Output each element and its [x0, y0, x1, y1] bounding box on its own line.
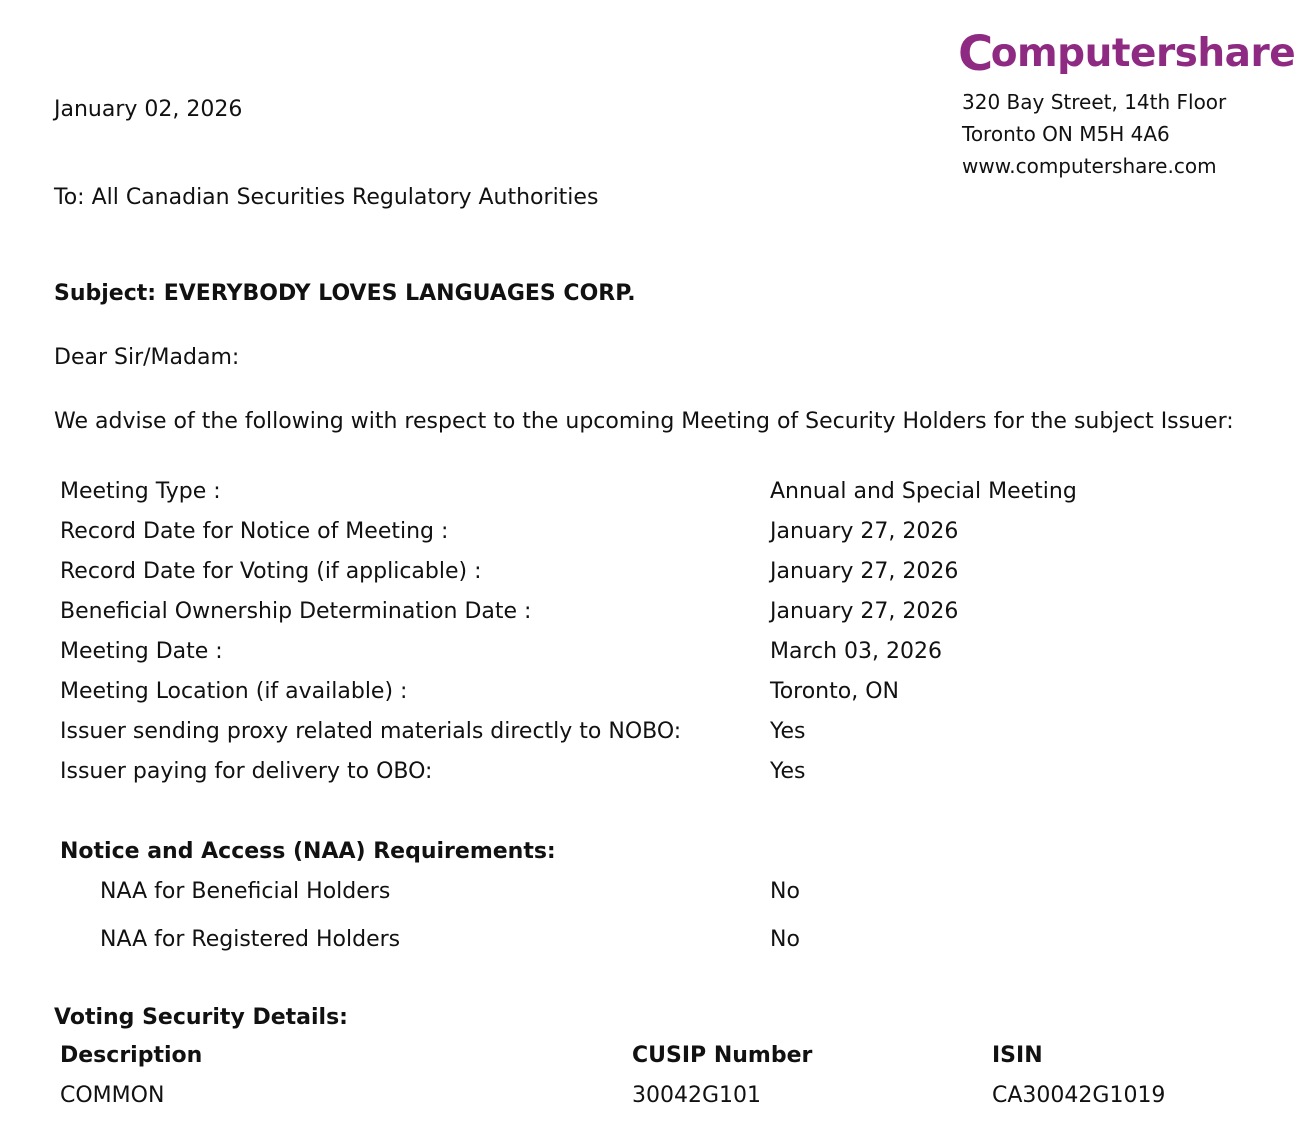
cell-isin: CA30042G1019 [992, 1083, 1166, 1108]
detail-value-meeting-type: Annual and Special Meeting [770, 479, 1077, 504]
naa-value-registered: No [770, 927, 800, 952]
logo-text: omputershare [990, 31, 1296, 76]
intro-paragraph: We advise of the following with respect to the upcoming Meeting of Security Holders for the subject Issuer: [54, 409, 1234, 434]
detail-value-beneficial-ownership-date: January 27, 2026 [770, 599, 959, 624]
cell-cusip: 30042G101 [632, 1083, 762, 1108]
naa-heading: Notice and Access (NAA) Requirements: [60, 839, 556, 864]
detail-value-record-date-notice: January 27, 2026 [770, 519, 959, 544]
voting-security-heading: Voting Security Details: [54, 1005, 348, 1030]
detail-label-beneficial-ownership-date: Beneficial Ownership Determination Date : [60, 599, 532, 624]
company-website: www.computershare.com [962, 154, 1217, 178]
detail-label-record-date-voting: Record Date for Voting (if applicable) : [60, 559, 482, 584]
subject-line: Subject: EVERYBODY LOVES LANGUAGES CORP. [54, 281, 636, 306]
detail-label-nobo-materials: Issuer sending proxy related materials directly to NOBO: [60, 719, 682, 744]
computershare-logo [958, 26, 1296, 82]
letter-date: January 02, 2026 [54, 97, 243, 122]
detail-value-meeting-date: March 03, 2026 [770, 639, 943, 664]
detail-label-meeting-type: Meeting Type : [60, 479, 221, 504]
column-header-description: Description [60, 1043, 203, 1068]
address-line-2: Toronto ON M5H 4A6 [962, 122, 1170, 146]
cell-description: COMMON [60, 1083, 165, 1108]
detail-label-meeting-location: Meeting Location (if available) : [60, 679, 408, 704]
detail-label-obo-delivery: Issuer paying for delivery to OBO: [60, 759, 433, 784]
naa-value-beneficial: No [770, 879, 800, 904]
column-header-isin: ISIN [992, 1043, 1043, 1068]
detail-value-nobo-materials: Yes [770, 719, 806, 744]
detail-label-meeting-date: Meeting Date : [60, 639, 223, 664]
address-line-1: 320 Bay Street, 14th Floor [962, 90, 1227, 114]
naa-label-beneficial: NAA for Beneficial Holders [100, 879, 391, 904]
detail-value-obo-delivery: Yes [770, 759, 806, 784]
logo-initial: C [958, 26, 993, 82]
detail-label-record-date-notice: Record Date for Notice of Meeting : [60, 519, 449, 544]
recipient-line: To: All Canadian Securities Regulatory Authorities [54, 185, 599, 210]
column-header-cusip: CUSIP Number [632, 1043, 813, 1068]
detail-value-meeting-location: Toronto, ON [770, 679, 899, 704]
salutation: Dear Sir/Madam: [54, 345, 240, 370]
naa-label-registered: NAA for Registered Holders [100, 927, 401, 952]
detail-value-record-date-voting: January 27, 2026 [770, 559, 959, 584]
